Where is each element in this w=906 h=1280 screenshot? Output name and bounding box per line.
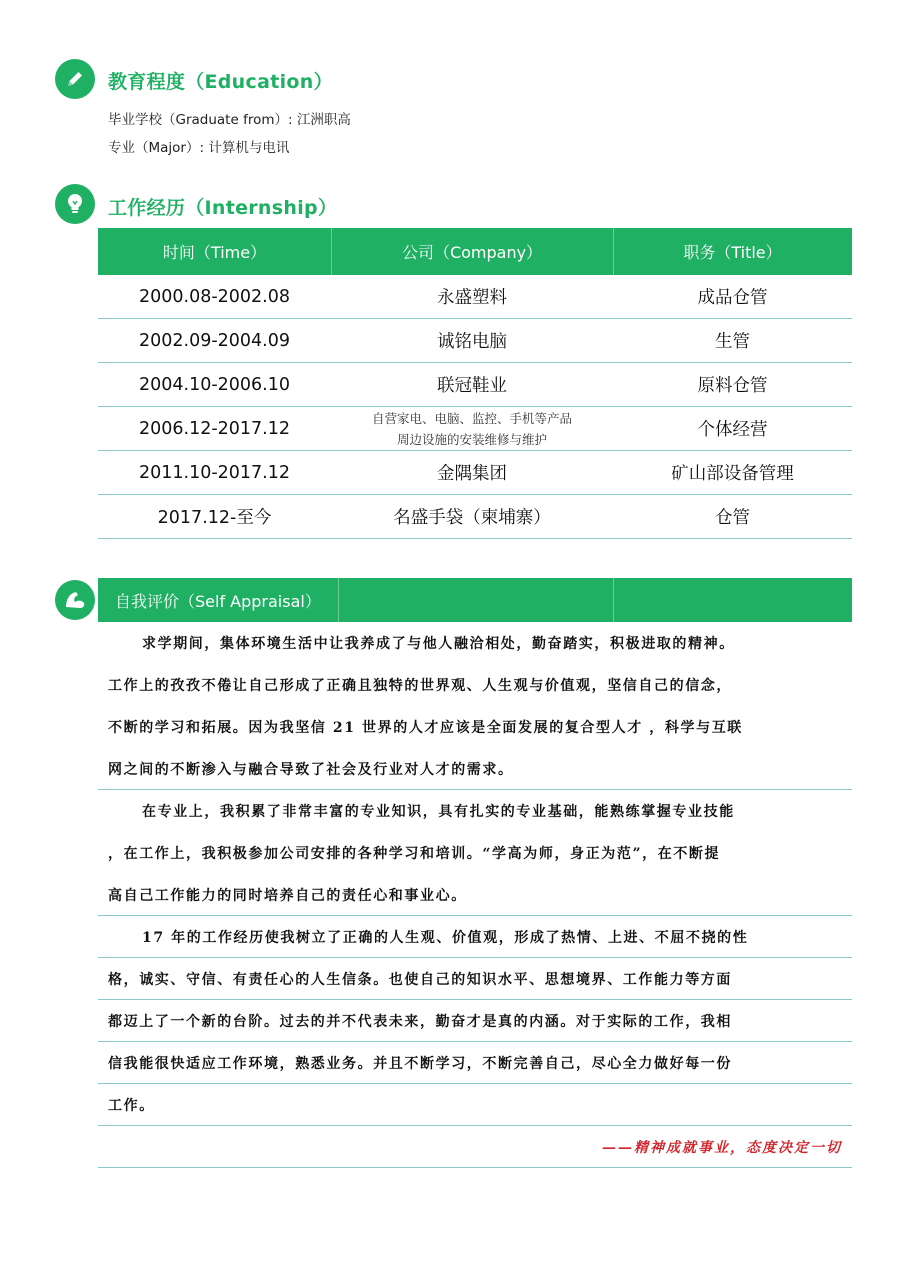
signature-motto: ——精神成就事业，态度决定一切 <box>98 1126 852 1168</box>
table-row <box>98 275 852 319</box>
table-row <box>98 451 852 495</box>
self-appraisal-title: 自我评价（Self Appraisal） <box>115 591 321 611</box>
appraisal-line: 不断的学习和拓展。因为我坚信 21 世界的人才应该是全面发展的复合型人才 ，科学与互联 <box>108 720 743 736</box>
table-row <box>98 407 852 451</box>
header-divider <box>338 578 339 622</box>
header-title: 职务（Title） <box>613 228 852 275</box>
cell-time: 2006.12-2017.12 <box>138 418 291 439</box>
cell-time: 2017.12-至今 <box>157 508 272 528</box>
header-time: 时间（Time） <box>162 243 267 262</box>
appraisal-line: 工作。 <box>98 1084 852 1126</box>
internship-icon-badge <box>55 184 95 224</box>
cell-company-line1: 自营家电、电脑、监控、手机等产品 <box>371 410 572 426</box>
appraisal-line: 17 年的工作经历使我树立了正确的人生观、价值观，形成了热情、上进、不屈不挠的性 <box>98 916 852 958</box>
appraisal-line: 在专业上，我积累了非常丰富的专业知识，具有扎实的专业基础，能熟练掌握专业技能 <box>142 804 735 820</box>
appraisal-line: 高自己工作能力的同时培养自己的责任心和事业心。 <box>98 874 852 916</box>
self-appraisal-icon-badge <box>55 580 95 620</box>
muscle-arm-icon <box>63 589 87 611</box>
cell-company: 联冠鞋业 <box>437 376 507 396</box>
education-icon-badge <box>55 59 95 99</box>
appraisal-line: ，在工作上，我积极参加公司安排的各种学习和培训。“学高为师，身正为范”，在不断提 <box>108 846 721 862</box>
graduate-school: 毕业学校（Graduate from）: 江洲职高 <box>108 112 351 128</box>
cell-time: 2004.10-2006.10 <box>138 374 291 395</box>
cell-title: 生管 <box>715 332 750 352</box>
major: 专业（Major）: 计算机与电讯 <box>108 140 290 156</box>
cell-company: 名盛手袋（柬埔寨） <box>393 508 551 528</box>
cell-time: 2011.10-2017.12 <box>138 462 291 483</box>
self-appraisal-text <box>98 622 852 1168</box>
appraisal-line: 信我能很快适应工作环境，熟悉业务。并且不断学习，不断完善自己，尽心全力做好每一份 <box>98 1042 852 1084</box>
internship-title: 工作经历（Internship） <box>108 197 338 219</box>
appraisal-line: 求学期间，集体环境生活中让我养成了与他人融洽相处，勤奋踏实，积极进取的精神。 <box>142 636 735 652</box>
header-company: 公司（Company） <box>331 228 613 275</box>
cell-title: 仓管 <box>715 508 750 528</box>
lightbulb-icon <box>64 192 86 216</box>
pencil-icon <box>64 68 86 90</box>
cell-time: 2000.08-2002.08 <box>138 286 291 307</box>
self-appraisal-header <box>98 578 852 622</box>
appraisal-line: 都迈上了一个新的台阶。过去的并不代表未来，勤奋才是真的内涵。对于实际的工作，我相 <box>98 1000 852 1042</box>
cell-title: 成品仓管 <box>697 288 768 308</box>
education-title: 教育程度（Education） <box>108 71 333 93</box>
cell-company-line2: 周边设施的安装维修与维护 <box>396 431 547 447</box>
table-header <box>98 228 852 275</box>
table-row <box>98 363 852 407</box>
table-row <box>98 495 852 539</box>
appraisal-line: 工作上的孜孜不倦让自己形成了正确且独特的世界观、人生观与价值观，坚信自己的信念， <box>108 678 732 694</box>
cell-company: 永盛塑料 <box>437 288 507 308</box>
cell-title: 矿山部设备管理 <box>671 464 794 484</box>
appraisal-line: 格，诚实、守信、有责任心的人生信条。也使自己的知识水平、思想境界、工作能力等方面 <box>98 958 852 1000</box>
cell-time: 2002.09-2004.09 <box>138 330 291 351</box>
cell-title: 个体经营 <box>697 420 768 440</box>
internship-table <box>98 228 852 539</box>
cell-company: 金隅集团 <box>437 464 507 484</box>
cell-company: 诚铭电脑 <box>437 332 507 352</box>
cell-company <box>331 407 613 450</box>
appraisal-line: 网之间的不断渗入与融合导致了社会及行业对人才的需求。 <box>98 748 852 790</box>
table-row <box>98 319 852 363</box>
cell-title: 原料仓管 <box>697 376 768 396</box>
header-divider <box>613 578 614 622</box>
